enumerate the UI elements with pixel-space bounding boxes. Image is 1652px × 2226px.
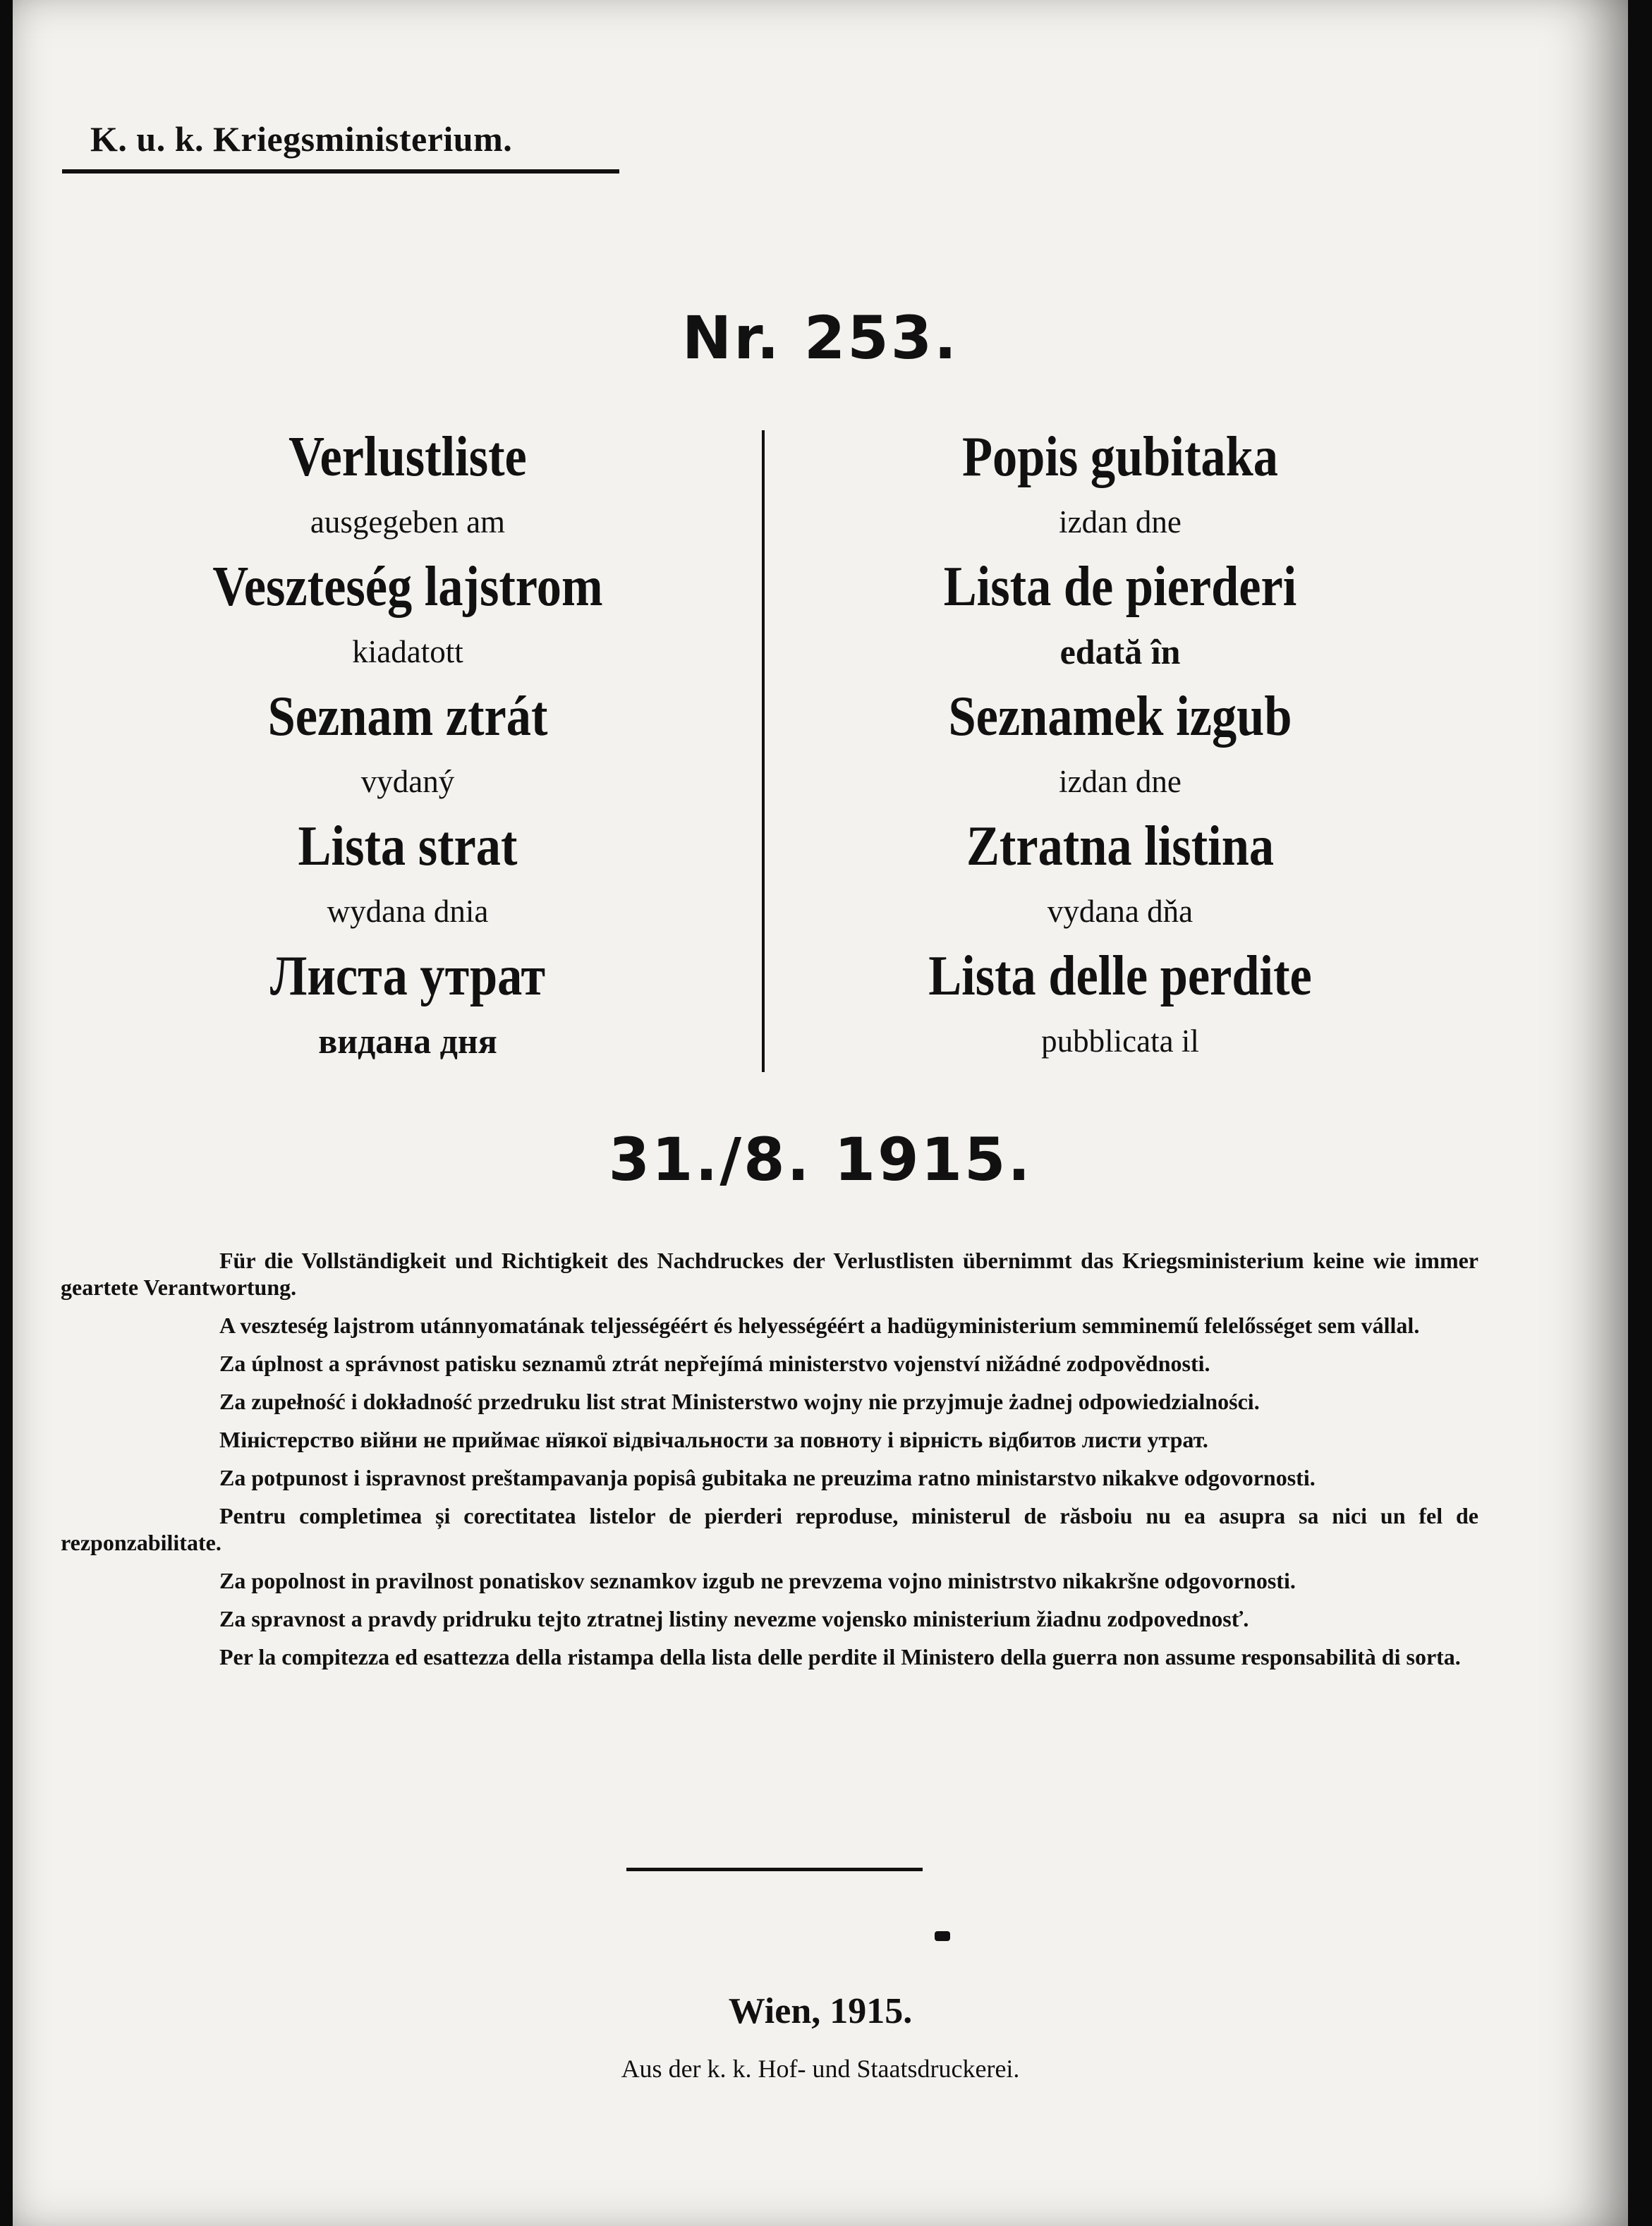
notice-italian: Per la compitezza ed esattezza della ristampa della lista delle perdite il Ministero della guerra non assume responsabilità di sorta. xyxy=(219,1644,1461,1670)
subtitle-ruthenian: видана дня xyxy=(318,1021,497,1061)
subtitle-hungarian: kiadatott xyxy=(352,634,463,669)
subtitle-romanian: edată în xyxy=(1059,632,1181,671)
subtitle-czech: vydaný xyxy=(360,764,455,799)
scan-edge xyxy=(1628,0,1652,2226)
publication-place: Wien, 1915. xyxy=(728,1991,913,2031)
left-column xyxy=(37,423,778,1072)
title-croatian: Popis gubitaka xyxy=(962,426,1278,488)
subtitle-slovak: vydana dňa xyxy=(1047,894,1194,929)
notice-ruthenian: Міністерство війни не приймає нїякої відвічальности за повноту і вірність відбитов листи утрат. xyxy=(219,1427,1208,1452)
notice-romanian: Pentru completimea și corectitatea listelor de pierderi reproduse, ministerul de răsboiu nu ea asupra sa nici un fel de rezponzabilitate. xyxy=(61,1503,1478,1555)
notice-czech: Za úplnost a správnost patisku seznamů ztrát nepřejímá ministerstvo vojenství nižádné zodpovědnosti. xyxy=(219,1351,1210,1376)
title-hungarian: Veszteség lajstrom xyxy=(212,556,603,618)
subtitle-italian: pubblicata il xyxy=(1041,1023,1199,1059)
notice-slovenian: Za popolnost in pravilnost ponatiskov seznamkov izgub ne prevzema vojno ministrstvo nikakršne odgovornosti. xyxy=(219,1568,1296,1593)
footer-rule xyxy=(626,1868,923,1871)
subtitle-polish: wydana dnia xyxy=(327,894,489,929)
ornament-dot xyxy=(935,1931,950,1941)
title-czech: Seznam ztrát xyxy=(267,686,548,748)
notice-hungarian: A veszteség lajstrom utánnyomatának teljességéért és helyességéért a hadügyministerium semminemű felelősséget sem vállal. xyxy=(219,1313,1420,1338)
notice-german: Für die Vollständigkeit und Richtigkeit des Nachdruckes der Verlustlisten übernimmt das Kriegsministerium keine wie immer geartete Verantwortung. xyxy=(61,1248,1478,1300)
right-column xyxy=(750,423,1490,1072)
header-rule xyxy=(62,169,619,174)
title-slovenian: Seznamek izgub xyxy=(948,686,1292,748)
title-ruthenian: Листа утрат xyxy=(269,945,546,1007)
ministry-header: K. u. k. Kriegsministerium. xyxy=(90,119,513,159)
notice-polish: Za zupełność i dokładność przedruku list strat Ministerstwo wojny nie przyjmuje żadnej odpowiedzialności. xyxy=(219,1389,1260,1414)
issue-date: 31./8. 1915. xyxy=(608,1125,1033,1194)
title-slovak: Ztratna listina xyxy=(966,815,1275,877)
notice-slovak: Za spravnost a pravdy pridruku tejto ztratnej listiny nevezme vojensko ministerium žiadnu zodpovednosť. xyxy=(219,1606,1249,1631)
disclaimer-notices xyxy=(61,1247,1478,1681)
title-romanian: Lista de pierderi xyxy=(943,556,1297,618)
subtitle-croatian: izdan dne xyxy=(1059,504,1182,540)
document-page xyxy=(13,0,1628,2226)
title-italian: Lista delle perdite xyxy=(928,945,1312,1007)
title-polish: Lista strat xyxy=(298,815,518,877)
subtitle-german: ausgegeben am xyxy=(310,504,506,540)
subtitle-slovenian: izdan dne xyxy=(1059,764,1182,799)
title-german: Verlustliste xyxy=(289,426,527,488)
list-number: Nr. 253. xyxy=(681,303,959,372)
notice-croatian: Za potpunost i ispravnost preštampavanja popisâ gubitaka ne preuzima ratno ministarstvo nikakve odgovornosti. xyxy=(219,1465,1316,1490)
printer-imprint: Aus der k. k. Hof- und Staatsdruckerei. xyxy=(621,2055,1020,2083)
